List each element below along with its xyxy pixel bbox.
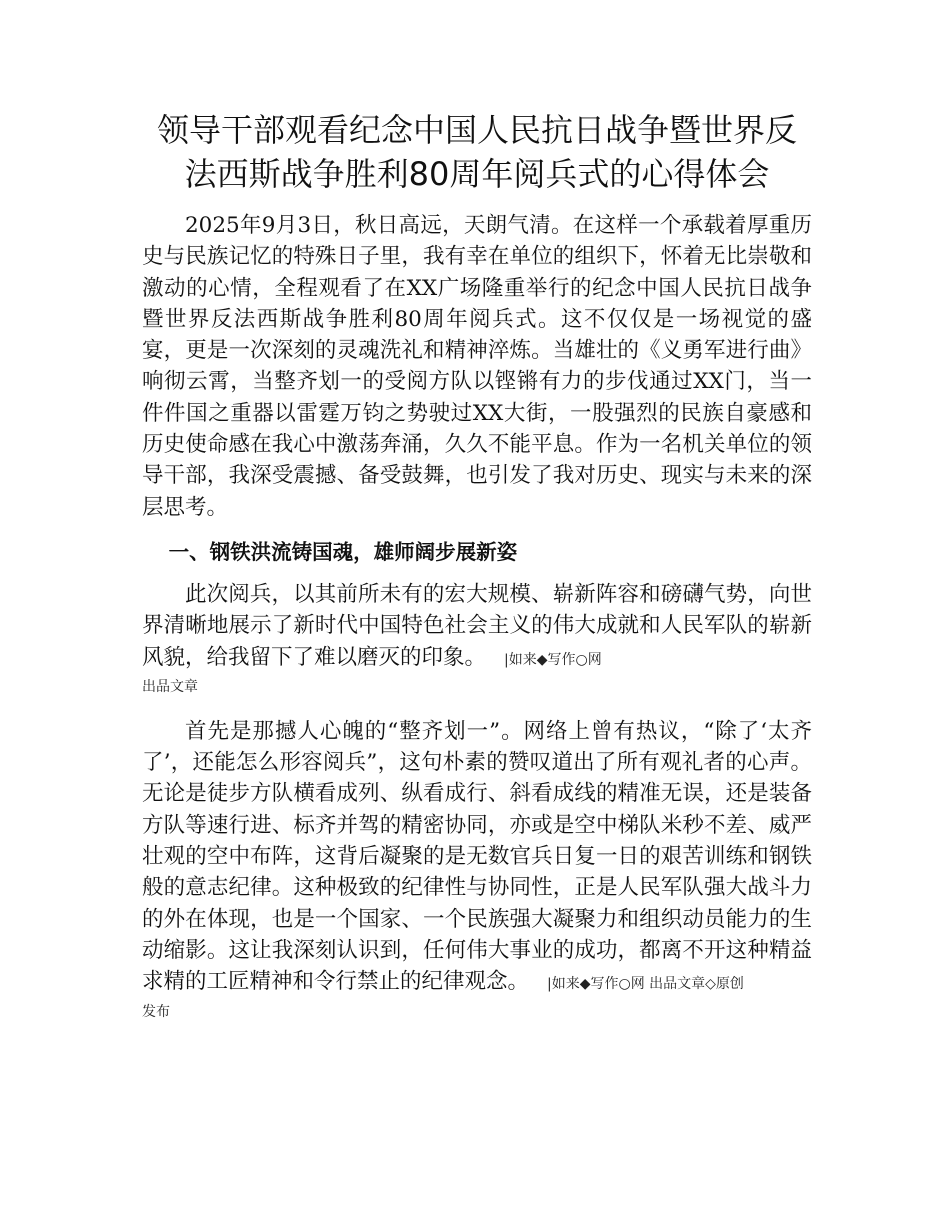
section-paragraph-1 bbox=[142, 579, 812, 676]
section-paragraph-2-text: 首先是那撼人心魄的“整齐划一”。网络上曾有热议，“除了‘太齐了’，还能怎么形容阅兵”，这句朴素的赞叹道出了所有观礼者的心声。无论是徒步方队横看成列、纵看成行、斜看成线的精准无误，还是装备方队等速行进、标齐并驾的精密协同，亦或是空中梯队米秒不差、威严壮观的空中布阵，这背后凝聚的是无数官兵日复一日的艰苦训练和钢铁般的意志纪律。这种极致的纪律性与协同性，正是人民军队强大战斗力的外在体现，也是一个国家、一个民族强大凝聚力和组织动员能力的生动缩影。这让我深刻认识到，任何伟大事业的成功，都离不开这种精益求精的工匠精神和令行禁止的纪律观念。 bbox=[142, 718, 812, 995]
document-title bbox=[142, 108, 812, 196]
watermark-2: |如来◆写作○网 出品文章◇原创 bbox=[547, 976, 744, 993]
title-line-2: 法西斯战争胜利80周年阅兵式的心得体会 bbox=[184, 155, 770, 193]
section-heading: 一、钢铁洪流铸国魂，雄师阔步展新姿 bbox=[168, 539, 518, 564]
watermark-1: |如来◆写作○网 bbox=[504, 651, 602, 668]
title-line-1: 领导干部观看纪念中国人民抗日战争暨世界反 bbox=[156, 111, 797, 149]
intro-paragraph: 2025年9月3日，秋日高远，天朗气清。在这样一个承载着厚重历史与民族记忆的特殊日子里，我有幸在单位的组织下，怀着无比崇敬和激动的心情，全程观看了在XX广场隆重举行的纪念中国人民抗日战争暨世界反法西斯战争胜利80周年阅兵式。这不仅仅是一场视觉的盛宴，更是一次深刻的灵魂洗礼和精神淬炼。当雄壮的《义勇军进行曲》响彻云霄，当整齐划一的受阅方队以铿锵有力的步伐通过XX门，当一件件国之重器以雷霆万钧之势驶过XX大街，一股强烈的民族自豪感和历史使命感在我心中激荡奔涌，久久不能平息。作为一名机关单位的领导干部，我深受震撼、备受鼓舞，也引发了我对历史、现实与未来的深层思考。 bbox=[142, 213, 812, 520]
watermark-1-tail: 出品文章 bbox=[142, 678, 198, 695]
watermark-2-tail: 发布 bbox=[142, 1003, 170, 1020]
document-page bbox=[142, 108, 812, 1041]
section-paragraph-1-text: 此次阅兵，以其前所未有的宏大规模、崭新阵容和磅礴气势，向世界清晰地展示了新时代中国特色社会主义的伟大成就和人民军队的崭新风貌，给我留下了难以磨灭的印象。 bbox=[142, 581, 812, 670]
section-paragraph-2 bbox=[142, 716, 812, 1001]
